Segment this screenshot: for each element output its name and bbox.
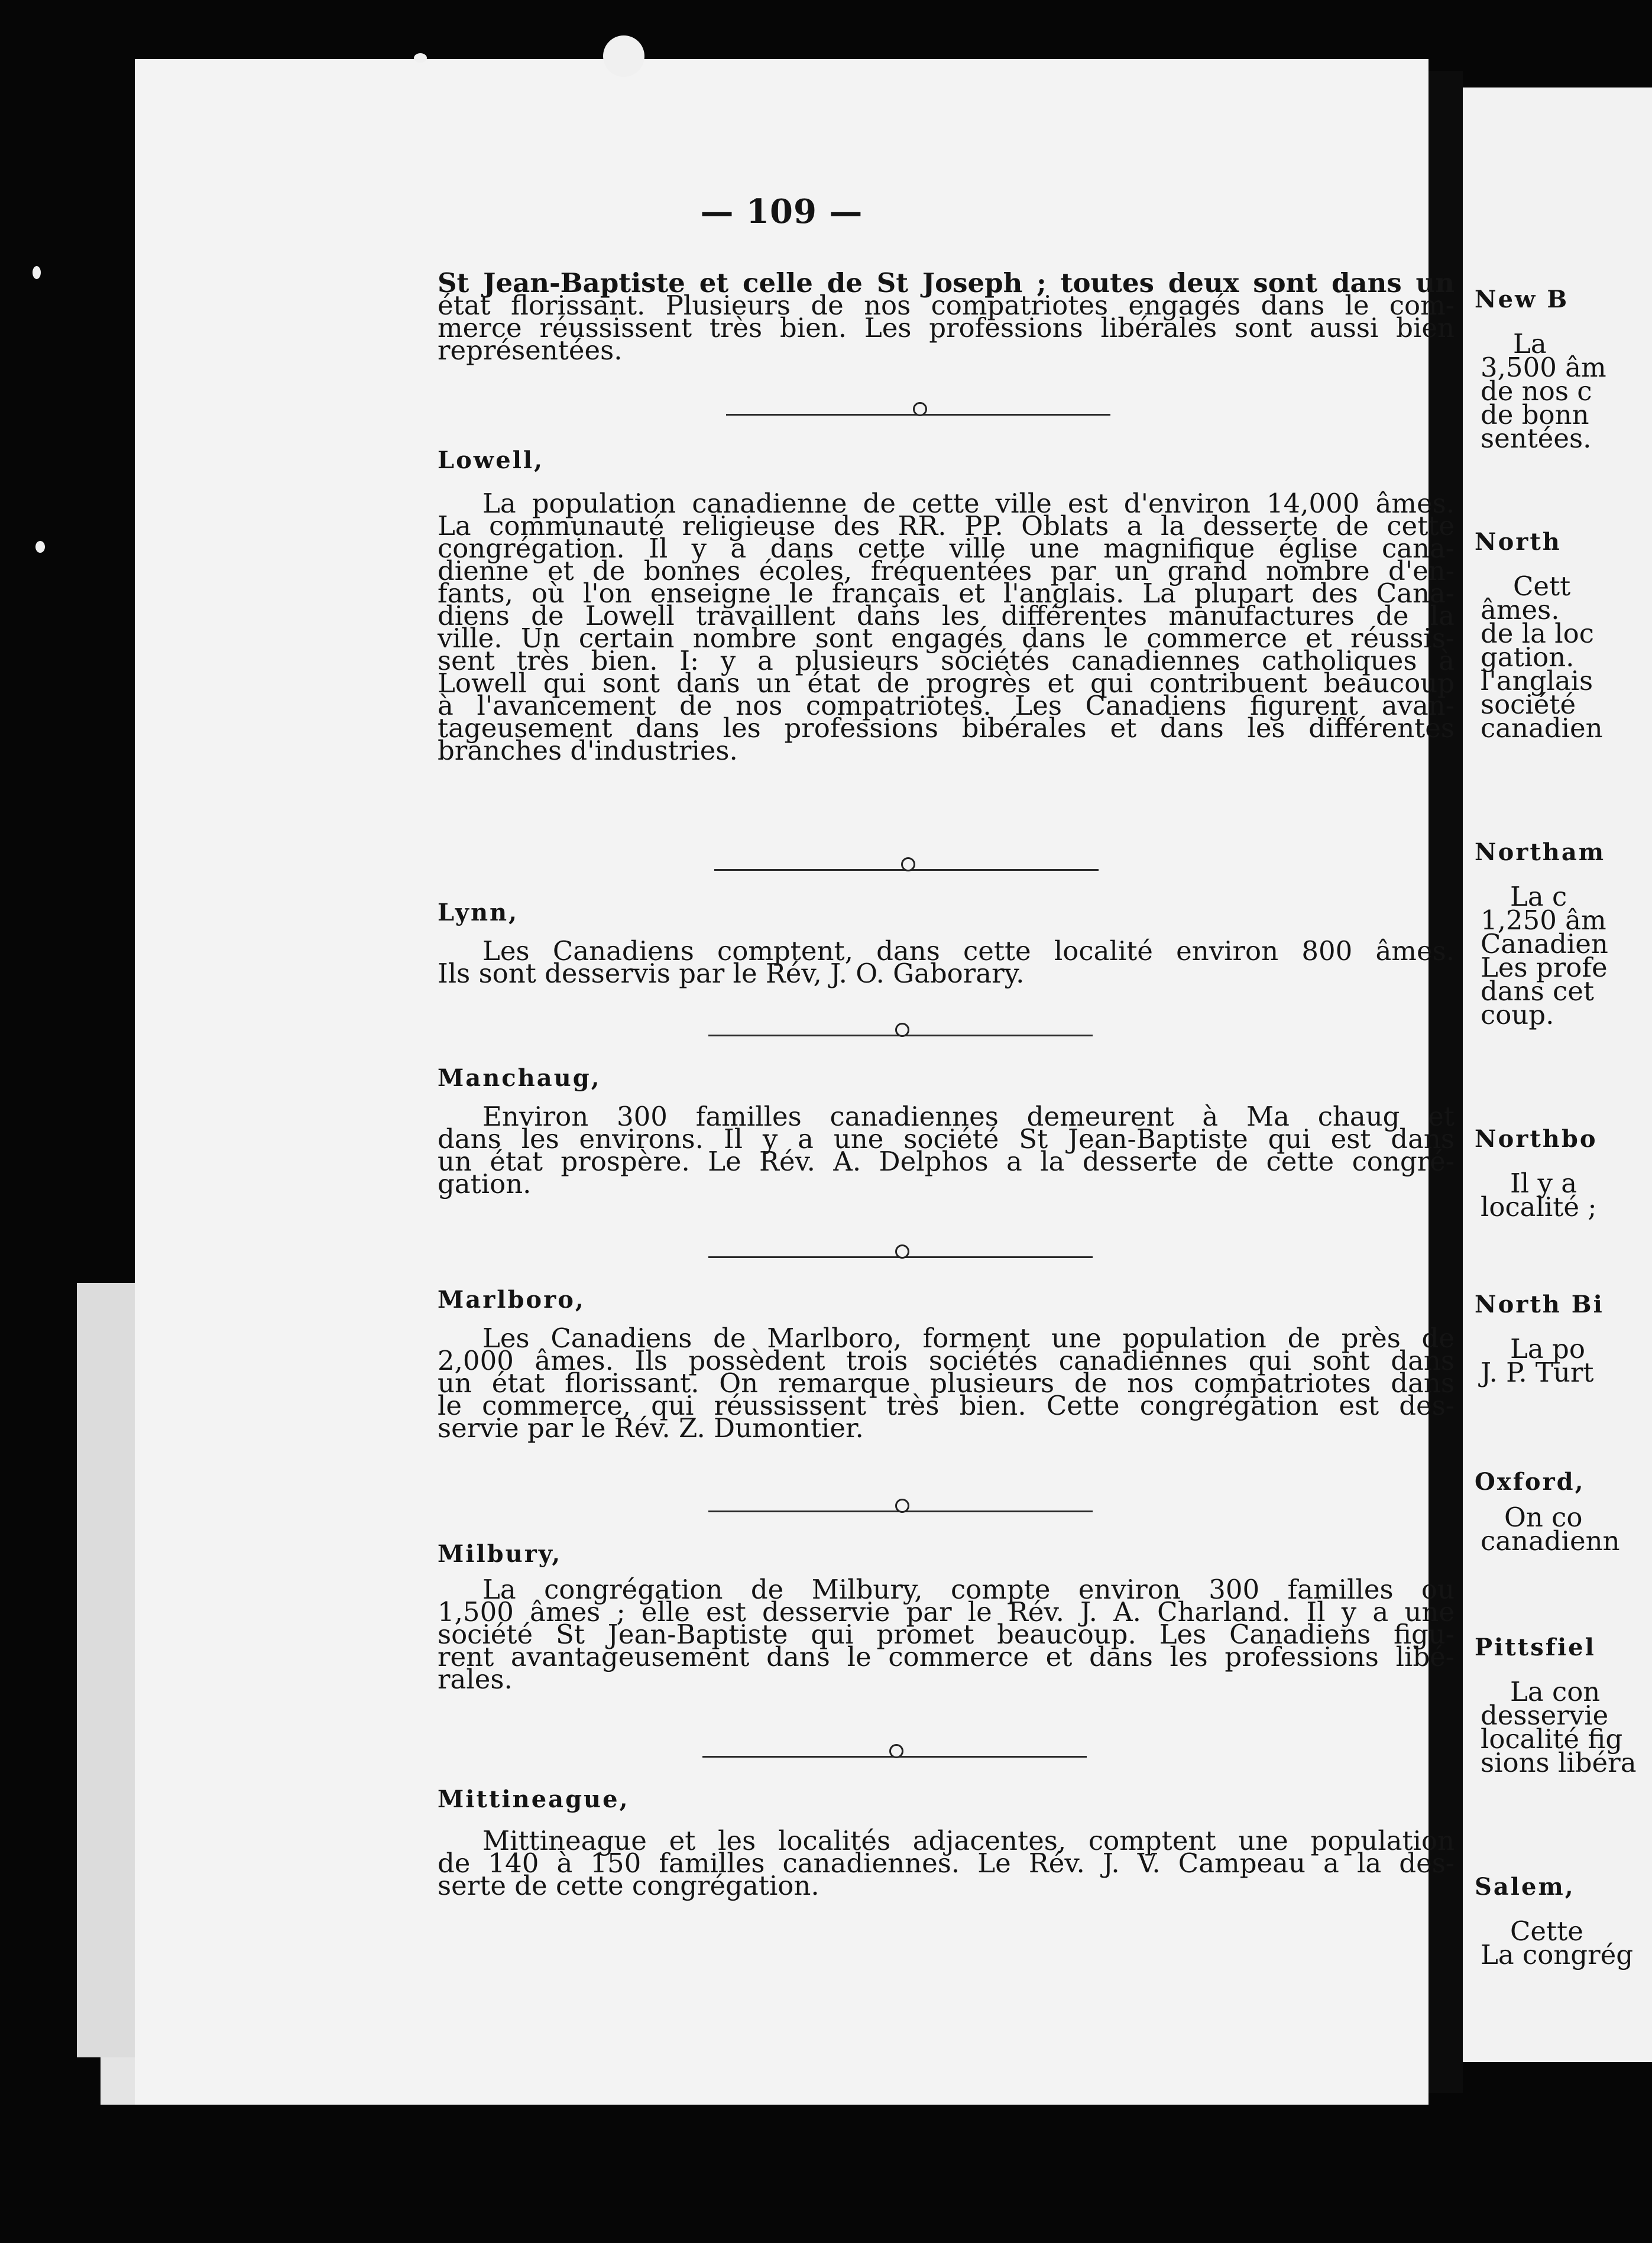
body-line: Ils sont desservis par le Rév, J. O. Gaborary. — [438, 958, 1025, 989]
section-divider — [714, 869, 1099, 871]
right-body-line: La congrég — [1481, 1939, 1634, 1970]
body-line: Environ 300 familles canadiennes demeurent à Ma chaug et — [482, 1101, 1455, 1132]
body-line: La congrégation de Milbury, compte environ 300 familles ou — [482, 1574, 1455, 1605]
body-line: serte de cette congrégation. — [438, 1870, 819, 1901]
book-gutter — [1429, 71, 1463, 2093]
right-section-heading: Oxford, — [1475, 1468, 1585, 1496]
right-body-line: de la loc — [1481, 618, 1594, 649]
right-body-line: de bonn — [1481, 399, 1589, 430]
body-line: Les Canadiens de Marlboro, forment une population de près de — [482, 1323, 1455, 1354]
section-divider — [708, 1035, 1093, 1036]
right-body-line: 3,500 âm — [1481, 352, 1606, 383]
right-section-heading: North Bi — [1475, 1291, 1604, 1318]
body-line: servie par le Rév. Z. Dumontier. — [438, 1412, 864, 1444]
body-line: rales. — [438, 1664, 513, 1695]
body-line: 1,500 âmes ; elle est desservie par le Rév. J. A. Charland. Il y a une — [438, 1596, 1455, 1628]
section-divider — [726, 414, 1110, 416]
section-heading: Marlboro, — [438, 1286, 585, 1314]
scan-speck — [33, 266, 41, 279]
body-line: sent très bien. I: y a plusieurs sociétés canadiennes catholiques à — [438, 645, 1455, 676]
body-line: un état florissant. On remarque plusieurs de nos compatriotes dans — [438, 1367, 1455, 1399]
divider-ornament — [895, 1023, 909, 1037]
body-line: tageusement dans les professions bibérales et dans les différentes — [438, 712, 1455, 744]
right-body-line: Il y a — [1510, 1168, 1578, 1199]
right-body-line: desservie — [1481, 1700, 1609, 1731]
section-heading: Manchaug, — [438, 1064, 601, 1092]
section-heading: Lynn, — [438, 899, 519, 926]
body-line: un état prospère. Le Rév. A. Delphos a la desserte de cette congré- — [438, 1146, 1455, 1177]
right-body-line: Les profe — [1481, 952, 1608, 983]
section-heading: Mittineague, — [438, 1785, 630, 1813]
right-body-line: de nos c — [1481, 375, 1592, 407]
body-line: état florissant. Plusieurs de nos compatriotes engagés dans le com- — [438, 290, 1455, 321]
divider-ornament — [889, 1744, 903, 1758]
body-line: gation. — [438, 1168, 532, 1200]
section-heading: Lowell, — [438, 446, 545, 474]
divider-ornament — [913, 402, 927, 416]
right-body-line: La po — [1510, 1333, 1585, 1364]
body-line: merce réussissent très bien. Les professions libérales sont aussi bien — [438, 312, 1455, 343]
divider-ornament — [895, 1244, 909, 1259]
page-edge — [77, 1283, 142, 2057]
right-body-line: Cette — [1510, 1915, 1583, 1947]
body-line: 2,000 âmes. Ils possèdent trois sociétés canadiennes qui sont dans — [438, 1345, 1455, 1376]
page-number: — 109 — — [700, 192, 863, 231]
section-divider — [702, 1756, 1087, 1758]
body-line: rent avantageusement dans le commerce et dans les professions libé- — [438, 1641, 1455, 1672]
section-divider — [708, 1511, 1093, 1512]
right-body-line: localité fig — [1481, 1723, 1623, 1755]
body-line: La population canadienne de cette ville est d'environ 14,000 âmes. — [482, 488, 1455, 519]
right-section-heading: North — [1475, 528, 1562, 556]
right-body-line: gation. — [1481, 641, 1575, 673]
right-body-line: Cett — [1513, 571, 1571, 602]
body-line: de 140 à 150 familles canadiennes. Le Rév. J. V. Campeau a la des- — [438, 1847, 1455, 1879]
divider-ornament — [895, 1499, 909, 1513]
body-line: St Jean-Baptiste et celle de St Joseph ; toutes deux sont dans un — [438, 267, 1455, 299]
body-line: fants, où l'on enseigne le français et l'anglais. La plupart des Cana- — [438, 578, 1455, 609]
right-body-line: Canadien — [1481, 928, 1608, 960]
right-body-line: canadien — [1481, 712, 1603, 744]
body-line: Les Canadiens comptent, dans cette localité environ 800 âmes. — [482, 935, 1455, 967]
body-line: à l'avancement de nos compatriotes. Les Canadiens figurent avan- — [438, 690, 1455, 721]
right-section-heading: Salem, — [1475, 1873, 1575, 1901]
scan-speck — [603, 35, 644, 77]
body-line: ville. Un certain nombre sont engagés dans le commerce et réussis- — [438, 623, 1455, 654]
right-body-line: société — [1481, 689, 1576, 720]
right-body-line: localité ; — [1481, 1191, 1597, 1223]
right-section-heading: New B — [1475, 286, 1569, 313]
body-line: congrégation. Il y a dans cette ville une magnifique église cana- — [438, 533, 1455, 564]
right-section-heading: Pittsfiel — [1475, 1633, 1596, 1661]
right-body-line: La — [1513, 328, 1547, 359]
section-heading: Milbury, — [438, 1540, 562, 1568]
body-line: branches d'industries. — [438, 735, 738, 766]
body-line: Lowell qui sont dans un état de progrès et qui contribuent beaucoup — [438, 667, 1455, 699]
right-body-line: canadienn — [1481, 1525, 1620, 1557]
body-line: représentées. — [438, 335, 623, 366]
body-line: diens de Lowell travaillent dans les différentes manufactures de la — [438, 600, 1455, 631]
right-body-line: 1,250 âm — [1481, 905, 1606, 936]
body-line: Mittineague et les localités adjacentes, comptent une population — [482, 1825, 1455, 1856]
right-body-line: coup. — [1481, 999, 1554, 1030]
right-body-line: On co — [1504, 1502, 1583, 1533]
right-body-line: âmes. — [1481, 594, 1560, 625]
right-page-fragment — [1463, 87, 1652, 2062]
body-line: le commerce, qui réussissent très bien. Cette congrégation est des- — [438, 1390, 1455, 1421]
right-body-line: La con — [1510, 1676, 1601, 1707]
body-line: dans les environs. Il y a une société St Jean-Baptiste qui est dans — [438, 1123, 1455, 1155]
scan-speck — [35, 541, 45, 553]
right-section-heading: Northam — [1475, 838, 1606, 866]
right-body-line: J. P. Turt — [1481, 1357, 1594, 1388]
right-section-heading: Northbo — [1475, 1125, 1598, 1153]
right-body-line: sions libéra — [1481, 1747, 1637, 1778]
left-page — [135, 59, 1455, 2105]
section-divider — [708, 1256, 1093, 1258]
divider-ornament — [901, 857, 915, 871]
body-line: société St Jean-Baptiste qui promet beaucoup. Les Canadiens figu- — [438, 1619, 1455, 1650]
right-body-line: La c — [1510, 881, 1567, 912]
right-body-line: sentées. — [1481, 423, 1592, 454]
right-body-line: l'anglais — [1481, 665, 1593, 696]
body-line: dienne et de bonnes écoles, fréquentées par un grand nombre d'en- — [438, 555, 1455, 586]
right-body-line: dans cet — [1481, 975, 1594, 1007]
body-line: La communauté religieuse des RR. PP. Oblats a la desserte de cette — [438, 510, 1455, 542]
scan-speck — [414, 53, 427, 63]
